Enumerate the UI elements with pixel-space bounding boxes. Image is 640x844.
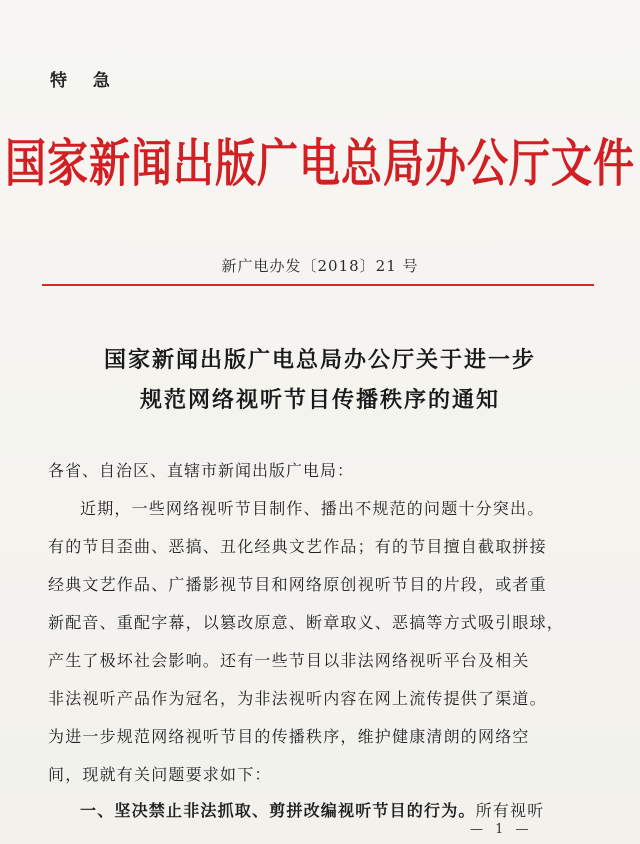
page-number: — 1 — — [470, 822, 533, 837]
body-paragraph-line: 产生了极坏社会影响。还有一些节目以非法网络视听平台及相关 — [48, 651, 530, 670]
urgency-label: 特 急 — [50, 71, 120, 91]
issuing-office-title: 国家新闻出版广电总局办公厅文件 — [5, 133, 635, 194]
body-paragraph-line: 经典文艺作品、广播影视节目和网络原创视听节目的片段，或者重 — [48, 575, 547, 594]
body-paragraph-line: 新配音、重配字幕，以篡改原意、断章取义、恶搞等方式吸引眼球， — [48, 613, 565, 632]
document-number: 新广电办发〔2018〕21 号 — [221, 257, 419, 275]
section-1-heading: 一、坚决禁止非法抓取、剪拼改编视听节目的行为。 — [80, 801, 476, 820]
body-paragraph-line: 为进一步规范网络视听节目的传播秩序，维护健康清朗的网络空 — [48, 727, 530, 746]
notice-title-line-2: 规范网络视听节目传播秩序的通知 — [139, 387, 500, 413]
body-paragraph-line: 近期，一些网络视听节目制作、播出不规范的问题十分突出。 — [80, 499, 545, 518]
body-paragraph-line: 非法视听产品作为冠名，为非法视听内容在网上流传提供了渠道。 — [48, 689, 547, 708]
notice-title-line-1: 国家新闻出版广电总局办公厅关于进一步 — [103, 347, 536, 373]
section-1-line — [80, 798, 600, 821]
body-paragraph-line: 有的节目歪曲、恶搞、丑化经典文艺作品；有的节目擅自截取拼接 — [48, 537, 547, 556]
section-1-text: 所有视听 — [475, 801, 545, 820]
red-divider-line — [42, 284, 594, 286]
salutation: 各省、自治区、直辖市新闻出版广电局： — [48, 461, 355, 480]
body-paragraph-line: 间，现就有关问题要求如下： — [48, 765, 272, 784]
